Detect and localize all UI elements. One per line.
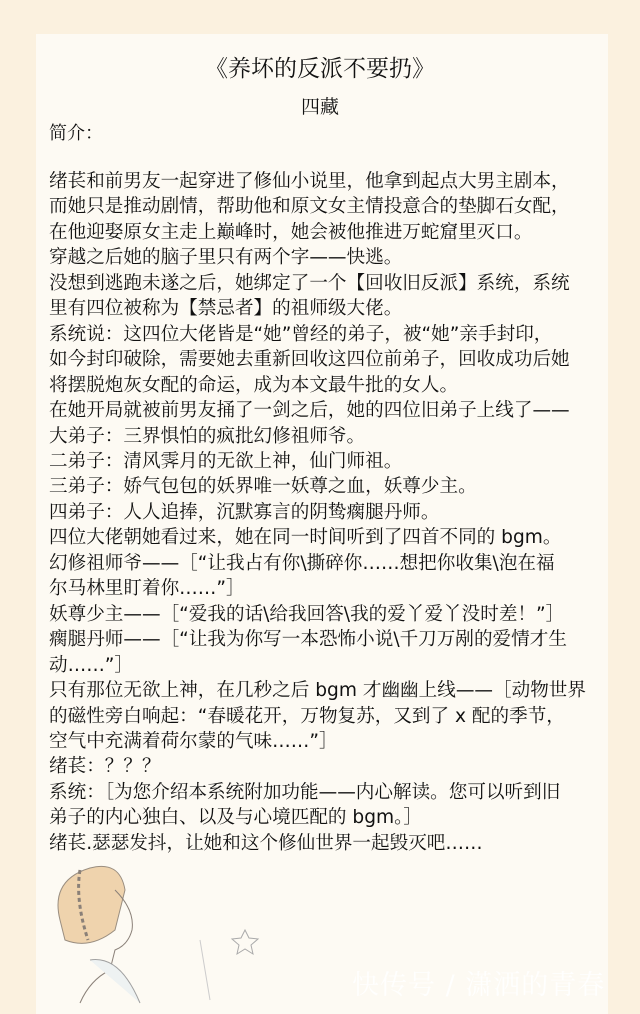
text-line: 大弟子：三界惧怕的疯批幻修祖师爷。	[49, 425, 366, 447]
text-line: 系统说：这四位大佬皆是“她”曾经的弟子，被“她”亲手封印，	[49, 323, 553, 345]
text-line: 尔马林里盯着你……”］	[49, 578, 245, 600]
text-line: 在她开局就被前男友捅了一剑之后，她的四位旧弟子上线了——	[49, 400, 570, 422]
synopsis-text	[49, 169, 586, 856]
text-line: 弟子的内心独白、以及与心境匹配的 bgm。］	[49, 807, 423, 829]
text-line: 穿越之后她的脑子里只有两个字——快逃。	[49, 247, 403, 269]
text-line: 在他迎娶原女主走上巅峰时，她会被他推进万蛇窟里灭口。	[49, 221, 533, 243]
text-line: 绪苌：？？？	[49, 756, 161, 778]
text-line: 三弟子：娇气包包的妖界唯一妖尊之血，妖尊少主。	[49, 476, 477, 498]
text-line: 绪苌.瑟瑟发抖，让她和这个修仙世界一起毁灭吧……	[49, 832, 483, 854]
watermark: 快传号 / 潇洒的青春	[352, 970, 606, 1001]
text-line: 将摆脱炮灰女配的命运，成为本文最牛批的女人。	[49, 374, 459, 396]
text-line: 四弟子：人人追捧，沉默寡言的阴鸷瘸腿丹师。	[49, 501, 440, 523]
text-line: 里有四位被称为【禁忌者】的祖师级大佬。	[49, 298, 403, 320]
text-line: 空气中充满着荷尔蒙的气味……”］	[49, 730, 338, 752]
text-line: 四位大佬朝她看过来，她在同一时间听到了四首不同的 bgm。	[49, 527, 562, 549]
text-line: 二弟子：清风霁月的无欲上神，仙门师祖。	[49, 450, 403, 472]
text-line: 绪苌和前男友一起穿进了修仙小说里，他拿到起点大男主剧本，	[49, 171, 570, 192]
text-line: 而她只是推动剧情，帮助他和原文女主情投意合的垫脚石女配，	[49, 196, 570, 218]
text-line: 幻修祖师爷——［“让我占有你\撕碎你……想把你收集\泡在福	[49, 552, 555, 574]
text-line: 动……”］	[49, 654, 134, 676]
text-line: 瘸腿丹师——［“让我为你写一本恐怖小说\千刀万剐的爱情才生	[49, 629, 567, 651]
text-line: 妖尊少主——［“爱我的话\给我回答\我的爱丫爱丫没时差！”］	[49, 603, 565, 625]
text-line: 如今封印破除，需要她去重新回收这四位前弟子，回收成功后她	[49, 349, 570, 371]
author-name: 四藏	[300, 96, 339, 118]
book-title: 《养坏的反派不要扔》	[205, 56, 435, 82]
text-line: 系统：［为您介绍本系统附加功能——内心解读。您可以听到旧	[49, 781, 561, 803]
text-line: 没想到逃跑未遂之后，她绑定了一个【回收旧反派】系统，系统	[49, 272, 570, 294]
text-line: 的磁性旁白响起：“春暖花开，万物复苏，又到了 x 配的季节，	[49, 705, 565, 727]
intro-label: 简介：	[49, 123, 103, 144]
girl-illustration	[20, 860, 340, 1010]
text-line: 只有那位无欲上神，在几秒之后 bgm 才幽幽上线——［动物世界	[49, 680, 586, 702]
